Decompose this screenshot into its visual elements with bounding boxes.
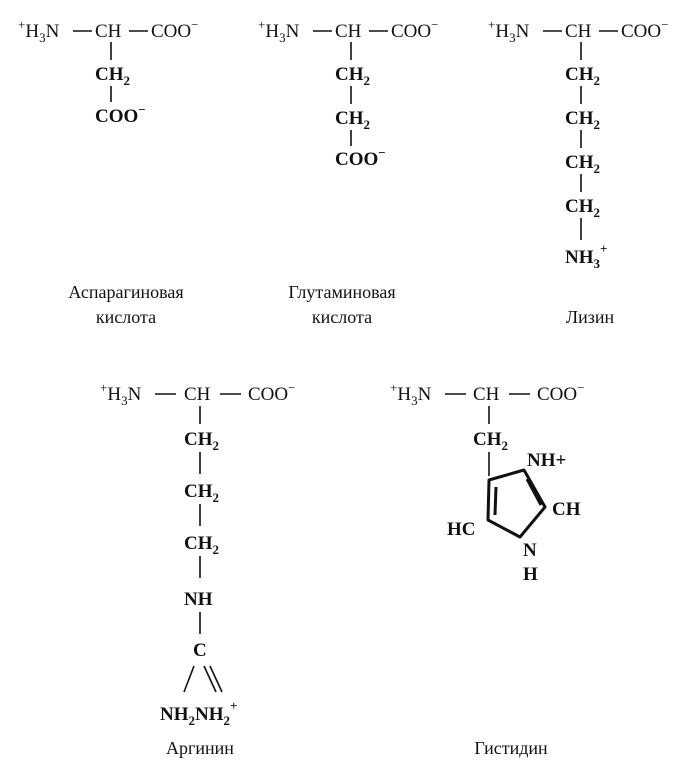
double-bond-line-1	[204, 666, 216, 692]
ch2-group: $CH_2$	[565, 196, 600, 220]
caption-lysine: Лизин	[565, 307, 615, 327]
ring-nh-plus: NH+	[527, 450, 567, 471]
ring-h: H	[523, 564, 538, 585]
guanidino-nh2-nh2: $NH_2NH_2^+$	[160, 698, 238, 728]
ch2-group: $CH_2$	[565, 108, 600, 132]
ring-ch: CH	[552, 499, 581, 520]
side-chain-coo: COO−	[95, 102, 146, 127]
backbone-coo: COO−	[391, 17, 439, 42]
backbone-coo: COO−	[621, 17, 669, 42]
alpha-ch: CH	[184, 384, 211, 405]
ch2-group: $CH_2$	[184, 429, 219, 453]
histidine-structure	[390, 380, 584, 585]
side-chain-nh3: $NH_3^+$	[565, 241, 608, 271]
backbone-h3n: $^+H_3N$	[390, 380, 432, 408]
backbone-coo: COO−	[537, 380, 585, 405]
caption-aspartic-line2: кислота	[95, 307, 157, 327]
alpha-ch: CH	[335, 21, 362, 42]
ch2-group: $CH_2$	[565, 64, 600, 88]
alpha-ch: CH	[95, 21, 122, 42]
caption-arginine: Аргинин	[166, 738, 234, 758]
ch2-group: $CH_2$	[335, 64, 370, 88]
ch2-group: $CH_2$	[335, 108, 370, 132]
backbone-h3n: $^+H_3N$	[488, 17, 530, 45]
alpha-ch: CH	[565, 21, 592, 42]
alpha-ch: CH	[473, 384, 500, 405]
side-chain-nh: NH	[184, 589, 213, 610]
caption-glutamic-line1: Глутаминовая	[288, 282, 396, 302]
backbone-h3n: $^+H_3N$	[100, 380, 142, 408]
lysine-structure	[488, 17, 668, 271]
caption-glutamic-line2: кислота	[311, 307, 373, 327]
ring-n: N	[523, 540, 537, 561]
aspartic-acid-structure	[18, 17, 198, 127]
glutamic-acid-structure	[258, 17, 438, 170]
ch2-group: $CH_2$	[184, 481, 219, 505]
caption-aspartic-line1: Аспарагиновая	[68, 282, 184, 302]
backbone-h3n: $^+H_3N$	[258, 17, 300, 45]
double-bond-line-2	[210, 666, 222, 692]
ch2-group: $CH_2$	[473, 429, 508, 453]
ring-hc: HC	[447, 519, 476, 540]
backbone-coo: COO−	[248, 380, 296, 405]
backbone-h3n: $^+H_3N$	[18, 17, 60, 45]
side-chain-coo: COO−	[335, 145, 386, 170]
caption-histidine: Гистидин	[474, 738, 548, 758]
backbone-coo: COO−	[151, 17, 199, 42]
arginine-structure	[100, 380, 295, 728]
single-bond	[184, 666, 194, 692]
guanidino-carbon: C	[193, 640, 207, 661]
ch2-group: $CH_2$	[95, 64, 130, 88]
ch2-group: $CH_2$	[184, 533, 219, 557]
ring-double-bond	[495, 487, 496, 515]
ring-double-bond	[527, 479, 541, 505]
ch2-group: $CH_2$	[565, 152, 600, 176]
